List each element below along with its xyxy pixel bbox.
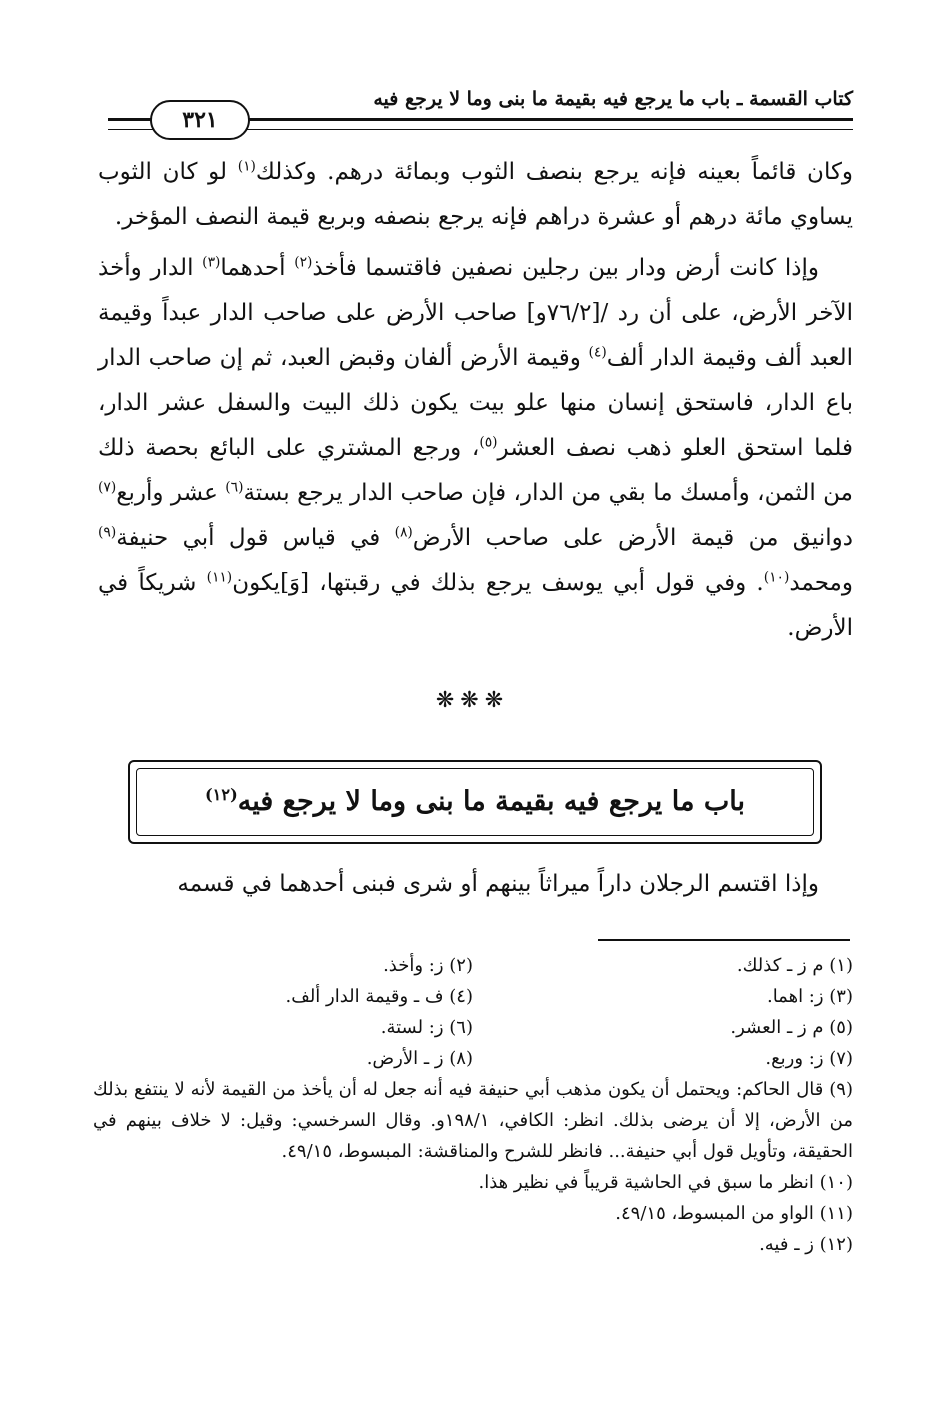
- paragraph-1: [98, 150, 853, 240]
- footnote-5: (٥) م ز ـ العشر.: [730, 1017, 853, 1038]
- chapter-heading-frame: [128, 760, 822, 844]
- footnote-1: (١) م ز ـ كذلك.: [736, 955, 853, 976]
- footnote-separator: [598, 939, 850, 941]
- chapter-title-text: باب ما يرجع فيه بقيمة ما بنى وما لا يرجع فيه: [237, 786, 745, 817]
- text-run: الدار وأخذ الآخر الأرض، على أن رد /[٧٦/٢و] صاحب الأرض على صاحب الدار عبداً وقيمة العبد ألف وقيمة الدار ألف: [98, 255, 853, 371]
- footnote-9: (٩) قال الحاكم: ويحتمل أن يكون مذهب أبي حنيفة فيه أنه جعل له أن يأخذ من القيمة لأنه لا ينتفع بذلك من الأرض، إلا أن يرضى بذلك. انظر: الكافي، ١٩٨/١و. وقال السرخسي: وقيل: لا خلاف بينهم في الحقيقة، وتأويل قول أبي حنيفة... فانظر للشرح والمناقشة: المبسوط، ٤٩/١٥.: [93, 1079, 854, 1162]
- footnote-ref-11: (١١): [206, 569, 233, 586]
- footnote-ref-1: (١): [237, 158, 256, 175]
- text-run: أحدهما: [220, 255, 295, 281]
- footnote-ref-7: (٧): [98, 479, 117, 496]
- section-separator: ❋❋❋: [435, 688, 510, 713]
- footnote-ref-4: (٤): [588, 344, 607, 361]
- text-run: وقيمة الأرض ألفان وقبض العبد، ثم إن صاحب الدار باع الدار، فاستحق إنسان منها علو بيت يكون ذلك البيت والسفل عشر الدار، فلما استحق العلو ذهب نصف العشر: [98, 345, 854, 461]
- text-run: في قياس قول أبي حنيفة: [116, 525, 395, 551]
- footnote-2: (٢) ز: وأخذ.: [383, 955, 473, 976]
- footnote-12: (١٢) ز ـ فيه.: [759, 1234, 853, 1255]
- footnote-ref-2: (٢): [294, 254, 313, 271]
- footnote-grid: [93, 950, 853, 1074]
- main-text: [98, 150, 853, 657]
- footnote-8: (٨) ز ـ الأرض.: [366, 1048, 473, 1069]
- paragraph-2: [98, 246, 853, 651]
- footnote-3: (٣) ز: اهما.: [766, 986, 853, 1007]
- page-number: ٣٢١: [150, 100, 250, 140]
- footnote-ref-9: (٩): [98, 524, 117, 541]
- chapter-heading: [130, 762, 820, 842]
- chapter-opening-line: وإذا اقتسم الرجلان داراً ميراثاً بينهم أو شرى فبنى أحدهما في قسمه: [177, 871, 819, 897]
- footnote-4: (٤) ف ـ وقيمة الدار ألف.: [285, 986, 473, 1007]
- footnote-ref-5: (٥): [479, 434, 498, 451]
- text-run: ، ورجع المشتري على البائع بحصة ذلك من الثمن، وأمسك ما بقي من الدار، فإن صاحب الدار يرجع بستة: [98, 435, 853, 506]
- text-run: . وفي قول أبي يوسف يرجع بذلك في رقبتها، [وَ]يكون: [232, 570, 764, 596]
- footnote-ref-12: (١٢): [205, 785, 238, 804]
- text-run: وإذا كانت أرض ودار بين رجلين نصفين فاقتسما فأخذ: [312, 255, 819, 281]
- footnote-6: (٦) ز: لستة.: [380, 1017, 473, 1038]
- footnote-ref-8: (٨): [394, 524, 413, 541]
- footnote-10: (١٠) انظر ما سبق في الحاشية قريباً في نظير هذا.: [478, 1172, 853, 1193]
- footnotes: [93, 950, 853, 1260]
- footnote-ref-6: (٦): [225, 479, 244, 496]
- text-run: وكان قائماً بعينه فإنه يرجع بنصف الثوب وبمائة درهم. وكذلك: [255, 159, 854, 185]
- footnote-7: (٧) ز: وربع.: [765, 1048, 853, 1069]
- footnote-11: (١١) الواو من المبسوط، ٤٩/١٥.: [615, 1203, 853, 1224]
- text-run: ومحمد: [789, 570, 853, 596]
- text-run: عشر وأربع: [116, 480, 226, 506]
- footnote-ref-10: (١٠): [763, 569, 790, 586]
- running-title: كتاب القسمة ـ باب ما يرجع فيه بقيمة ما بنى وما لا يرجع فيه: [373, 88, 853, 110]
- text-run: دوانيق من قيمة الأرض على صاحب الأرض: [412, 525, 853, 551]
- footnote-ref-3: (٣): [202, 254, 221, 271]
- text-run: شريكاً في الأرض.: [98, 570, 853, 641]
- text-run: لو كان الثوب يساوي مائة درهم أو عشرة دراهم فإنه يرجع بنصفه وبربع قيمة النصف المؤخر.: [98, 159, 853, 230]
